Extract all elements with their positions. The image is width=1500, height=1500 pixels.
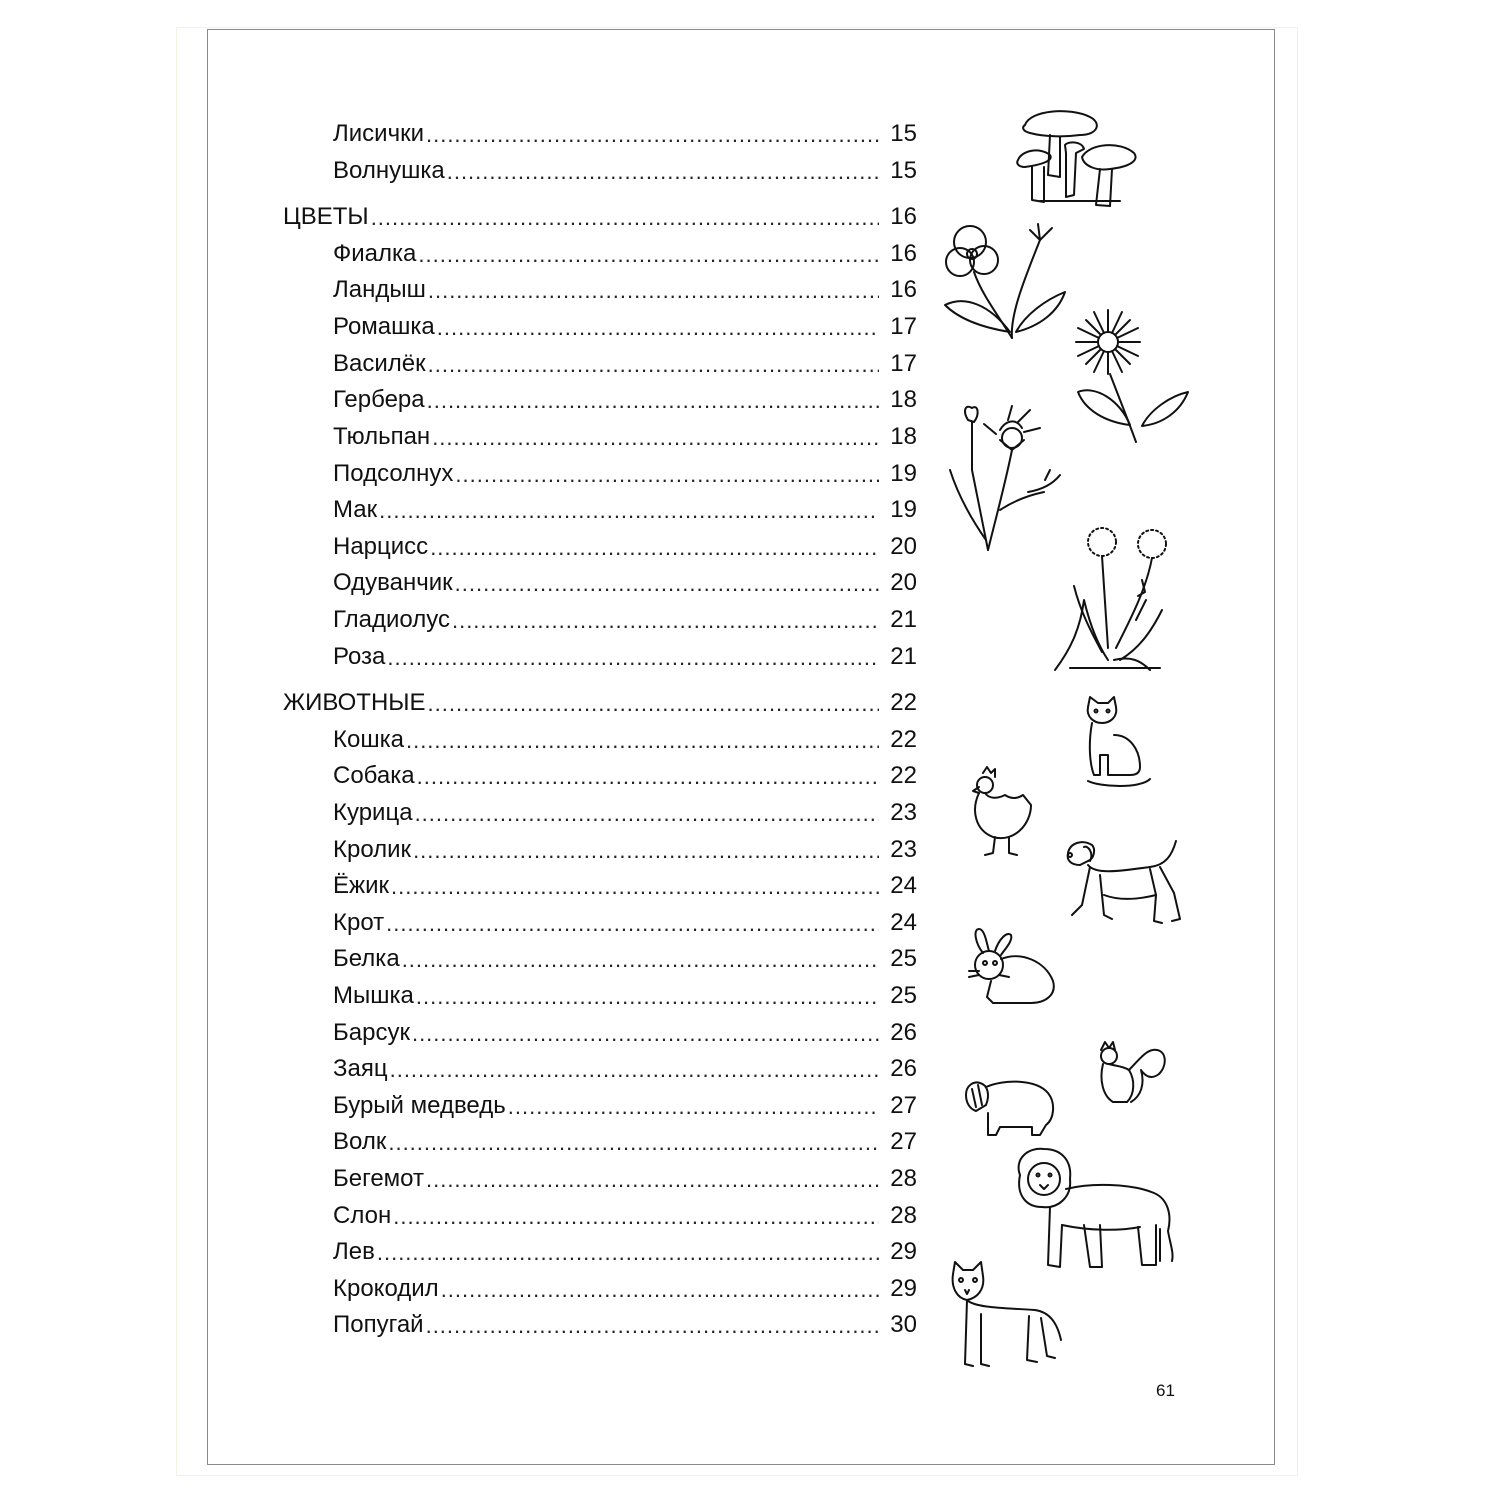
dot-leader	[426, 120, 879, 150]
toc-entry-label: Бурый медведь	[333, 1092, 506, 1119]
toc-entry	[333, 1273, 917, 1305]
toc-entry-label: Подсолнух	[333, 460, 454, 487]
toc-entry-label: Курица	[333, 799, 413, 826]
toc-section	[283, 201, 917, 233]
toc-entry-label: Лисички	[333, 120, 424, 147]
dot-leader	[415, 799, 879, 829]
dot-leader	[416, 982, 879, 1012]
dot-leader	[413, 836, 879, 866]
toc-entry-label: Мышка	[333, 982, 414, 1009]
dot-leader	[412, 1019, 879, 1049]
toc-entry-label: Крот	[333, 909, 385, 936]
toc-entry-label: Гладиолус	[333, 606, 450, 633]
wolf-illustration	[945, 1260, 1065, 1370]
toc-entry-label: Кролик	[333, 836, 412, 863]
dot-leader	[428, 350, 879, 380]
toc-entry-page: 20	[890, 569, 917, 596]
toc-entry-page: 27	[890, 1128, 917, 1155]
pansy-illustration	[940, 220, 1070, 345]
toc-entry	[333, 1163, 917, 1195]
toc-entry-page: 18	[890, 386, 917, 413]
toc-entry-label: Нарцисс	[333, 533, 429, 560]
toc-entry	[333, 1236, 917, 1268]
toc-entry-page: 30	[890, 1311, 917, 1338]
toc-entry	[333, 604, 917, 636]
dog-illustration	[1060, 835, 1185, 930]
toc-entry-page: 16	[890, 240, 917, 267]
toc-entry-page: 18	[890, 423, 917, 450]
toc-entry-label: ЖИВОТНЫЕ	[283, 689, 426, 716]
badger-illustration	[960, 1075, 1060, 1140]
dot-leader	[426, 1165, 879, 1195]
toc-entry-label: Волк	[333, 1128, 387, 1155]
dot-leader	[441, 1275, 879, 1305]
toc-entry	[333, 458, 917, 490]
toc-entry	[333, 980, 917, 1012]
toc-entry-label: Кошка	[333, 726, 404, 753]
toc-entry	[333, 531, 917, 563]
toc-entry	[333, 870, 917, 902]
toc-entry-page: 21	[890, 643, 917, 670]
dot-leader	[371, 203, 879, 233]
dot-leader	[418, 240, 879, 270]
toc-entry-page: 29	[890, 1275, 917, 1302]
dot-leader	[430, 533, 879, 563]
toc-entry	[333, 907, 917, 939]
dot-leader	[428, 276, 879, 306]
toc-entry-page: 22	[890, 726, 917, 753]
toc-entry	[333, 1053, 917, 1085]
toc-entry	[333, 1200, 917, 1232]
toc-entry-page: 21	[890, 606, 917, 633]
dot-leader	[437, 313, 879, 343]
toc-entry-page: 24	[890, 872, 917, 899]
dot-leader	[417, 762, 879, 792]
toc-entry-page: 15	[890, 120, 917, 147]
toc-entry	[333, 724, 917, 756]
toc-entry-page: 22	[890, 762, 917, 789]
dot-leader	[455, 569, 879, 599]
toc-entry	[333, 274, 917, 306]
toc-entry-label: Тюльпан	[333, 423, 431, 450]
toc-entry	[333, 641, 917, 673]
toc-entry-page: 27	[890, 1092, 917, 1119]
dot-leader	[432, 423, 879, 453]
toc-entry-label: Волнушка	[333, 157, 445, 184]
dot-leader	[428, 689, 879, 719]
toc-entry-page: 23	[890, 799, 917, 826]
dot-leader	[393, 1202, 879, 1232]
toc-entry	[333, 421, 917, 453]
toc-entry-label: Лев	[333, 1238, 375, 1265]
toc-entry-label: Ёжик	[333, 872, 389, 899]
dot-leader	[379, 496, 879, 526]
toc-entry-page: 15	[890, 157, 917, 184]
toc-entry-page: 28	[890, 1202, 917, 1229]
toc-entry-label: Попугай	[333, 1311, 424, 1338]
toc-entry-label: Слон	[333, 1202, 392, 1229]
toc-entry	[333, 118, 917, 150]
toc-entry-page: 22	[890, 689, 917, 716]
dot-leader	[452, 606, 879, 636]
toc-entry	[333, 348, 917, 380]
toc-entry	[333, 155, 917, 187]
toc-entry-page: 23	[890, 836, 917, 863]
dot-leader	[508, 1092, 879, 1122]
toc-entry-page: 24	[890, 909, 917, 936]
toc-entry-label: Гербера	[333, 386, 425, 413]
dot-leader	[386, 909, 879, 939]
toc-entry-page: 19	[890, 460, 917, 487]
dandelion-illustration	[1050, 520, 1175, 675]
toc-entry	[333, 238, 917, 270]
toc-entry-page: 17	[890, 350, 917, 377]
toc-entry-page: 26	[890, 1055, 917, 1082]
dot-leader	[447, 157, 879, 187]
toc-entry-page: 16	[890, 203, 917, 230]
dot-leader	[391, 872, 879, 902]
dot-leader	[388, 1128, 879, 1158]
dot-leader	[406, 726, 879, 756]
lion-illustration	[1010, 1145, 1180, 1275]
dot-leader	[402, 945, 879, 975]
toc-entry-label: Ромашка	[333, 313, 435, 340]
toc-entry	[333, 760, 917, 792]
toc-entry	[333, 797, 917, 829]
toc-entry-page: 25	[890, 945, 917, 972]
toc-entry	[333, 1017, 917, 1049]
dot-leader	[390, 1055, 879, 1085]
dot-leader	[455, 460, 879, 490]
toc-entry	[333, 494, 917, 526]
page-number: 61	[1156, 1381, 1175, 1400]
toc-entry	[333, 943, 917, 975]
toc-entry	[333, 1126, 917, 1158]
toc-entry-page: 19	[890, 496, 917, 523]
toc-entry	[333, 567, 917, 599]
toc-entry-label: Собака	[333, 762, 415, 789]
squirrel-illustration	[1095, 1040, 1170, 1110]
toc-entry-page: 29	[890, 1238, 917, 1265]
toc-entry-label: Крокодил	[333, 1275, 439, 1302]
dot-leader	[426, 1311, 879, 1341]
daisy-illustration	[1070, 300, 1195, 445]
dot-leader	[387, 643, 879, 673]
chicken-illustration	[965, 765, 1040, 860]
toc-entry-page: 25	[890, 982, 917, 1009]
toc-entry-label: Барсук	[333, 1019, 410, 1046]
toc-entry	[333, 1309, 917, 1341]
toc-entry-page: 26	[890, 1019, 917, 1046]
dot-leader	[377, 1238, 879, 1268]
toc-entry-label: Заяц	[333, 1055, 388, 1082]
toc-entry	[333, 384, 917, 416]
toc-entry-page: 16	[890, 276, 917, 303]
toc-entry-page: 20	[890, 533, 917, 560]
toc-entry-label: Одуванчик	[333, 569, 453, 596]
toc-entry-page: 28	[890, 1165, 917, 1192]
cat-illustration	[1080, 695, 1155, 790]
toc-entry	[333, 311, 917, 343]
toc-entry-label: Бегемот	[333, 1165, 424, 1192]
toc-entry	[333, 834, 917, 866]
toc-entry-label: Ландыш	[333, 276, 426, 303]
toc-entry-label: Белка	[333, 945, 400, 972]
toc-entry-label: Роза	[333, 643, 386, 670]
dot-leader	[427, 386, 879, 416]
toc-entry-label: ЦВЕТЫ	[283, 203, 369, 230]
toc-entry-label: Василёк	[333, 350, 426, 377]
rabbit-illustration	[965, 925, 1060, 1010]
toc-section	[283, 687, 917, 719]
toc-entry-label: Мак	[333, 496, 378, 523]
toc-entry-label: Фиалка	[333, 240, 417, 267]
mushrooms-illustration	[1010, 105, 1140, 210]
toc-entry-page: 17	[890, 313, 917, 340]
toc-entry	[333, 1090, 917, 1122]
